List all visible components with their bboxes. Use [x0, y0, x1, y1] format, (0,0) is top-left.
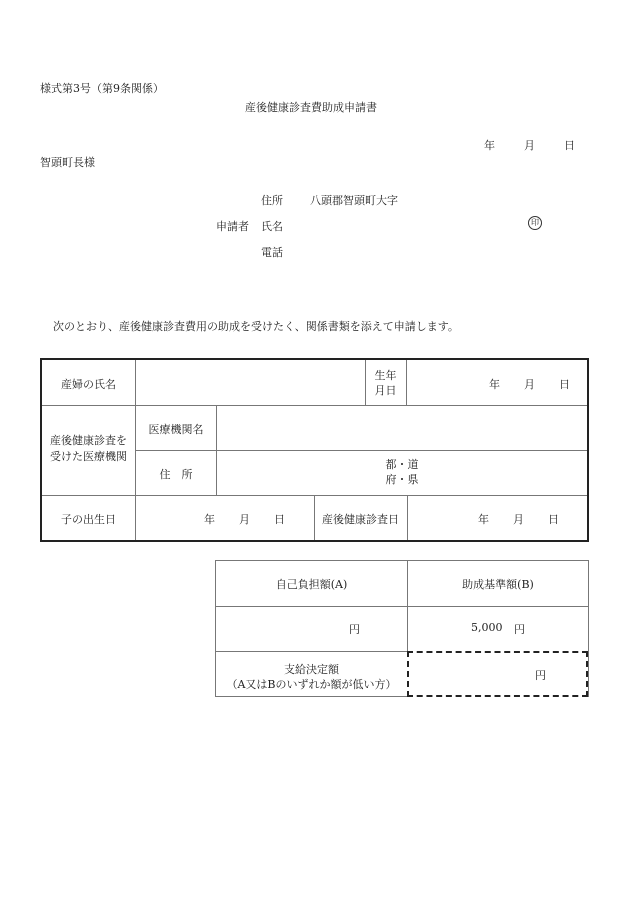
- checkup-date-field[interactable]: [478, 511, 559, 527]
- date-year: 年: [484, 139, 495, 152]
- year-unit: 年: [478, 513, 489, 526]
- institution-group-label-line1: 産後健康診査を: [50, 434, 127, 447]
- decision-label-line2: （A又はBのいずれか額が低い方）: [226, 678, 397, 691]
- birthdate-label: [365, 368, 406, 398]
- applicant-address-label: 住所: [261, 194, 283, 207]
- institution-address-field[interactable]: [217, 457, 587, 487]
- row-divider: [135, 450, 587, 451]
- standard-amount: 5,000: [471, 621, 503, 634]
- prefecture-line2: 府・県: [385, 473, 419, 486]
- institution-group-label: [42, 433, 135, 465]
- application-table: [40, 358, 589, 542]
- year-unit: 年: [489, 378, 500, 391]
- applicant-name-label: 氏名: [261, 220, 283, 233]
- yen-unit: 円: [514, 623, 525, 636]
- yen-unit: 円: [349, 623, 360, 636]
- date-month: 月: [524, 139, 535, 152]
- mother-birthdate-field[interactable]: [489, 376, 570, 392]
- applicant-phone-label: 電話: [261, 246, 283, 259]
- applicant-name-field[interactable]: [310, 214, 510, 232]
- institution-address-label: 住 所: [159, 468, 193, 481]
- child-birthdate-label: 子の出生日: [61, 513, 116, 526]
- month-unit: 月: [524, 378, 535, 391]
- application-date[interactable]: [484, 137, 575, 153]
- seal-icon: 印: [528, 216, 542, 230]
- day-unit: 日: [274, 513, 285, 526]
- standard-amount-value: [408, 607, 588, 651]
- day-unit: 日: [559, 378, 570, 391]
- mother-name-field[interactable]: [136, 360, 365, 405]
- applicant-phone-field[interactable]: [310, 240, 510, 258]
- child-birthdate-field[interactable]: [204, 511, 285, 527]
- decision-amount-field[interactable]: [407, 651, 588, 697]
- checkup-date-label: 産後健康診査日: [322, 513, 399, 526]
- applicant-address-field[interactable]: 八頭郡智頭町大字: [310, 194, 398, 207]
- institution-name-label: 医療機関名: [148, 423, 204, 436]
- prefecture-line1: 都・道: [385, 458, 419, 471]
- standard-amount-label: 助成基準額(B): [462, 578, 534, 591]
- addressee: 智頭町長様: [40, 156, 95, 169]
- day-unit: 日: [548, 513, 559, 526]
- col-divider: [407, 495, 408, 540]
- document-title: 産後健康診査費助成申請書: [245, 101, 377, 114]
- row-divider: [216, 651, 408, 652]
- month-unit: 月: [239, 513, 250, 526]
- yen-unit: 円: [535, 669, 546, 682]
- institution-group-label-line2: 受けた医療機関: [50, 450, 127, 463]
- decision-label-line1: 支給決定額: [284, 663, 339, 676]
- decision-amount-label: [216, 662, 407, 692]
- birthdate-label-line2: 月日: [374, 384, 397, 397]
- application-statement: 次のとおり、産後健康診査費用の助成を受けたく、関係書類を添えて申請します。: [53, 320, 459, 333]
- col-divider: [406, 360, 407, 405]
- birthdate-label-line1: 生年: [374, 369, 397, 382]
- month-unit: 月: [513, 513, 524, 526]
- year-unit: 年: [204, 513, 215, 526]
- mother-name-label: 産婦の氏名: [61, 378, 116, 391]
- form-number: 様式第3号（第9条関係）: [40, 82, 164, 95]
- self-pay-field[interactable]: [216, 607, 407, 651]
- date-day: 日: [564, 139, 575, 152]
- institution-name-field[interactable]: [217, 406, 587, 450]
- self-pay-label: 自己負担額(A): [275, 578, 348, 591]
- applicant-label: 申請者: [216, 220, 249, 233]
